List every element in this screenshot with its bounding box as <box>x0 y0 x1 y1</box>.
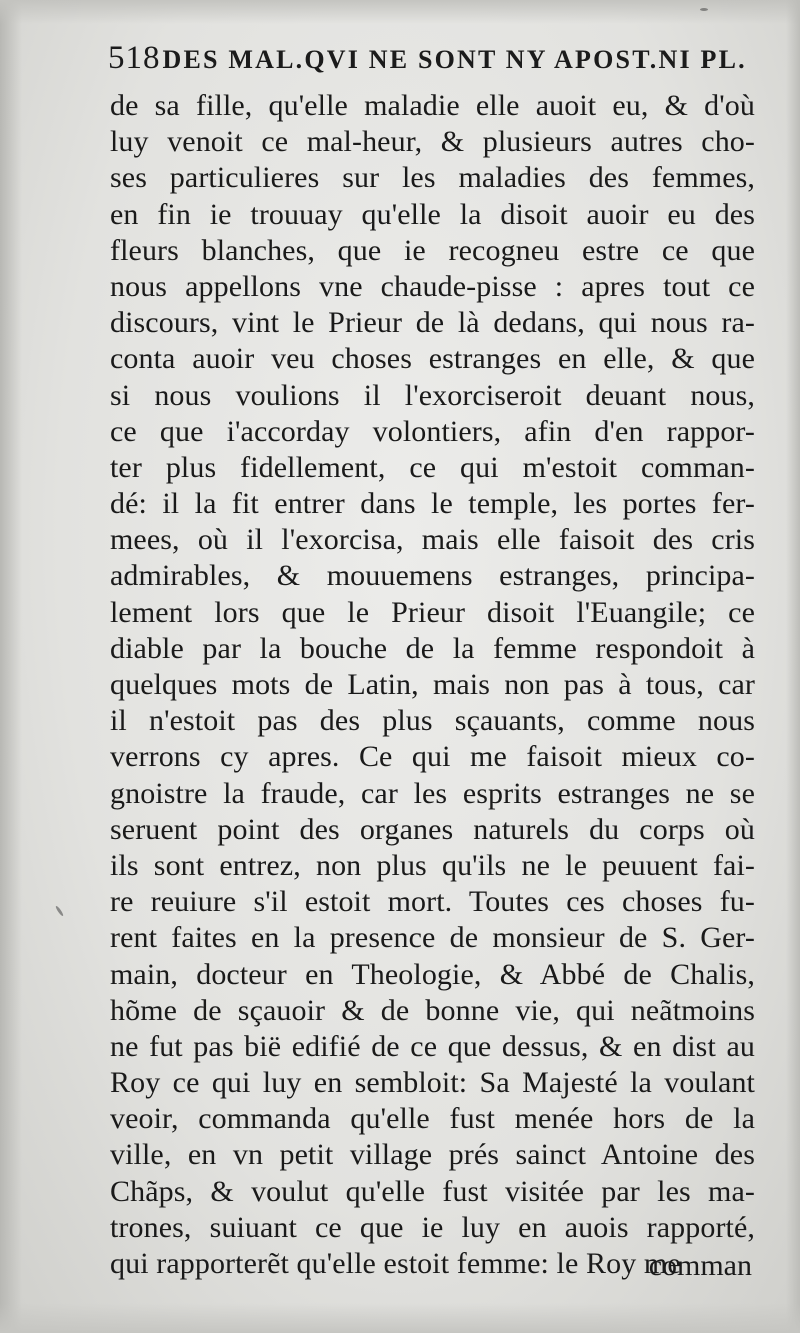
text-line: admirables, & mouuemens estranges, principa- <box>110 559 755 593</box>
text-line: ses particulieres sur les maladies des femmes, <box>110 161 755 195</box>
text-line: Roy ce qui luy en sembloit: Sa Majesté la voulant <box>110 1066 755 1100</box>
ink-speck <box>700 8 708 11</box>
page-bottom-shadow <box>0 1303 800 1333</box>
text-line: discours, vint le Prieur de là dedans, qui nous ra- <box>110 306 755 340</box>
text-line: ce que i'accorday volontiers, afin d'en rappor- <box>110 414 755 448</box>
text-line: seruent point des organes naturels du corps où <box>110 812 755 846</box>
text-line: trones, suiuant ce que ie luy en auois rapporté, <box>110 1210 755 1244</box>
text-line: nous appellons vne chaude-pisse : apres tout ce <box>110 269 755 303</box>
running-title: DES MAL.QVI NE SONT NY APOST.NI PL. <box>162 45 747 74</box>
page-right-shadow <box>786 0 800 1333</box>
text-line: si nous voulions il l'exorciseroit deuant nous, <box>110 378 755 412</box>
text-line: ter plus fidellement, ce qui m'estoit comman- <box>110 450 755 484</box>
text-line: qui rapporterẽt qu'elle estoit femme: le Roy me <box>110 1247 681 1280</box>
page-number: 518 <box>108 40 161 76</box>
text-line: ville, en vn petit village prés sainct Antoine des <box>110 1138 755 1172</box>
page-header <box>108 40 756 84</box>
text-line: luy venoit ce mal-heur, & plusieurs autres cho- <box>110 125 755 159</box>
page-left-shadow <box>0 0 22 1333</box>
text-line: ne fut pas bië edifié de ce que dessus, & en dist au <box>110 1029 755 1063</box>
ink-speck <box>55 905 64 917</box>
text-line: conta auoir veu choses estranges en elle, & que <box>110 342 755 376</box>
text-line: Chãps, & voulut qu'elle fust visitée par les ma- <box>110 1174 755 1208</box>
text-line: en fin ie trouuay qu'elle la disoit auoir eu des <box>110 197 755 231</box>
text-line: veoir, commanda qu'elle fust menée hors de la <box>110 1102 755 1136</box>
text-line: fleurs blanches, que ie recogneu estre ce que <box>110 233 755 267</box>
text-line: dé: il la fit entrer dans le temple, les portes fer- <box>110 487 755 521</box>
page-top-shadow <box>0 0 800 24</box>
text-line: re reuiure s'il estoit mort. Toutes ces choses fu- <box>110 885 755 919</box>
text-line: rent faites en la presence de monsieur de S. Ger- <box>110 921 755 955</box>
text-line: il n'estoit pas des plus sçauants, comme nous <box>110 704 755 738</box>
text-line: quelques mots de Latin, mais non pas à tous, car <box>110 668 755 701</box>
text-line: lement lors que le Prieur disoit l'Euangile; ce <box>110 595 755 629</box>
text-line: verrons cy apres. Ce qui me faisoit mieux co- <box>110 740 755 774</box>
text-line: hõme de sçauoir & de bonne vie, qui neãtmoins <box>110 993 755 1027</box>
text-line: gnoistre la fraude, car les esprits estranges ne se <box>110 776 755 810</box>
text-line: main, docteur en Theologie, & Abbé de Chalis, <box>110 957 755 991</box>
body-text <box>110 88 755 1282</box>
text-line: diable par la bouche de la femme respondoit à <box>110 631 755 665</box>
text-line: de sa fille, qu'elle maladie elle auoit eu, & d'où <box>110 89 755 122</box>
catchword: comman <box>648 1249 752 1282</box>
text-line: ils sont entrez, non plus qu'ils ne le peuuent fai- <box>110 848 755 882</box>
text-line: mees, où il l'exorcisa, mais elle faisoit des cris <box>110 523 755 557</box>
